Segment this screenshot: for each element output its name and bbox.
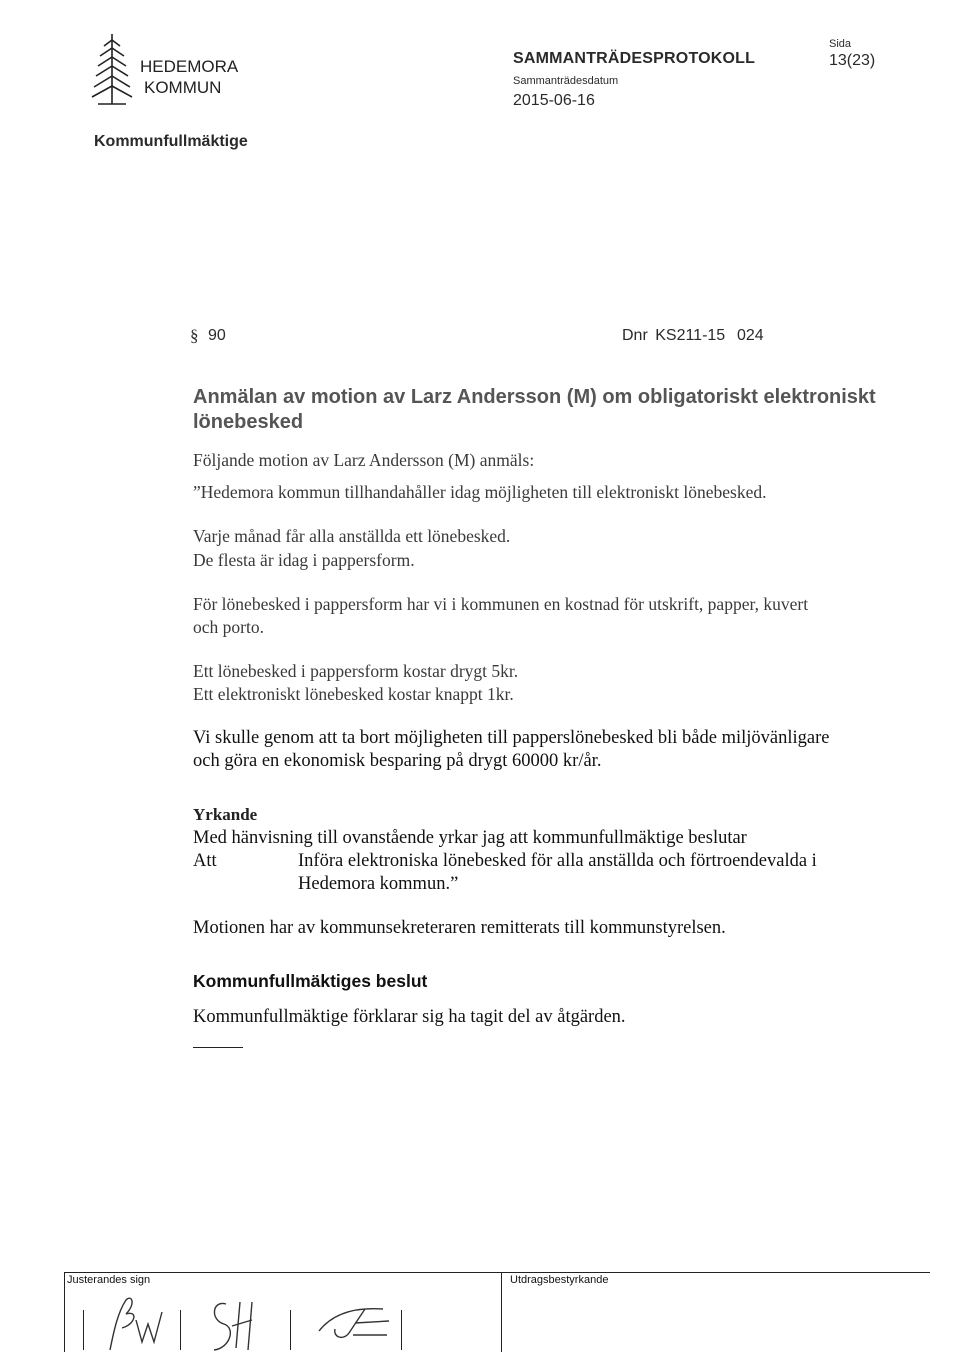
- paragraph-symbol: §: [190, 326, 199, 345]
- proposal-text: Med hänvisning till ovanstående yrkar jag att kommunfullmäktige beslutar: [193, 828, 747, 848]
- motion-text: och porto.: [193, 617, 264, 637]
- signature-separator: [180, 1310, 181, 1350]
- decision-text: Kommunfullmäktige förklarar sig ha tagit del av åtgärden.: [193, 1007, 626, 1027]
- diary-number: Dnr KS211-15: [622, 327, 726, 344]
- motion-text: De flesta är idag i pappersform.: [193, 550, 415, 570]
- meeting-date-label: Sammanträdesdatum: [513, 75, 619, 87]
- hedemora-logo: [84, 30, 244, 110]
- svg-text:HEDEMORA: HEDEMORA: [140, 57, 239, 76]
- footer-divider: [64, 1272, 65, 1352]
- item-title: Anmälan av motion av Larz Andersson (M) om obligatoriskt elektroniskt lönebesked: [193, 386, 876, 433]
- motion-text: För lönebesked i pappersform har vi i kommunen en kostnad för utskrift, papper, kuvert: [193, 594, 809, 614]
- page-number: 13(23): [829, 52, 876, 69]
- signature-separator: [290, 1310, 291, 1350]
- meeting-date: 2015-06-16: [513, 92, 595, 109]
- signature-bw: [96, 1290, 166, 1360]
- svg-text:KOMMUN: KOMMUN: [144, 78, 222, 97]
- signature-separator: [83, 1310, 84, 1350]
- end-rule: [193, 1047, 243, 1048]
- motion-text: Varje månad får alla anställda ett lönebesked.: [193, 526, 511, 546]
- signature-separator: [401, 1310, 402, 1350]
- page-label: Sida: [829, 38, 852, 50]
- motion-text: och göra en ekonomisk besparing på drygt 60000 kr/år.: [193, 751, 602, 771]
- decision-heading: Kommunfullmäktiges beslut: [193, 971, 428, 991]
- body-name: Kommunfullmäktige: [94, 133, 248, 150]
- proposal-att-text: Införa elektroniska lönebesked för alla anställda och förtroendevalda i: [298, 851, 817, 871]
- signature-label: Justerandes sign: [67, 1274, 151, 1286]
- motion-text: Ett lönebesked i pappersform kostar drygt 5kr.: [193, 661, 519, 681]
- proposal-att-text: Hedemora kommun.”: [298, 874, 459, 894]
- footer-divider: [501, 1272, 502, 1352]
- proposal-heading: Yrkande: [193, 805, 258, 824]
- referral-text: Motionen har av kommunsekreteraren remitterats till kommunstyrelsen.: [193, 918, 726, 938]
- document-type: SAMMANTRÄDESPROTOKOLL: [513, 50, 756, 67]
- motion-text: Ett elektroniskt lönebesked kostar knappt 1kr.: [193, 684, 514, 704]
- motion-text: ”Hedemora kommun tillhandahåller idag möjligheten till elektroniskt lönebesked.: [193, 482, 767, 502]
- motion-text: Vi skulle genom att ta bort möjligheten till papperslönebesked bli både miljövänligare: [193, 728, 830, 748]
- signature-jf: [305, 1295, 395, 1355]
- proposal-att-label: Att: [193, 851, 217, 871]
- tree-icon: [92, 34, 132, 104]
- signature-sh: [196, 1290, 266, 1360]
- footer-rule: [64, 1272, 930, 1273]
- paragraph-number: 90: [208, 327, 226, 344]
- intro-text: Följande motion av Larz Andersson (M) anmäls:: [193, 450, 535, 470]
- extract-certification-label: Utdragsbestyrkande: [510, 1274, 609, 1286]
- diary-code: 024: [737, 327, 764, 344]
